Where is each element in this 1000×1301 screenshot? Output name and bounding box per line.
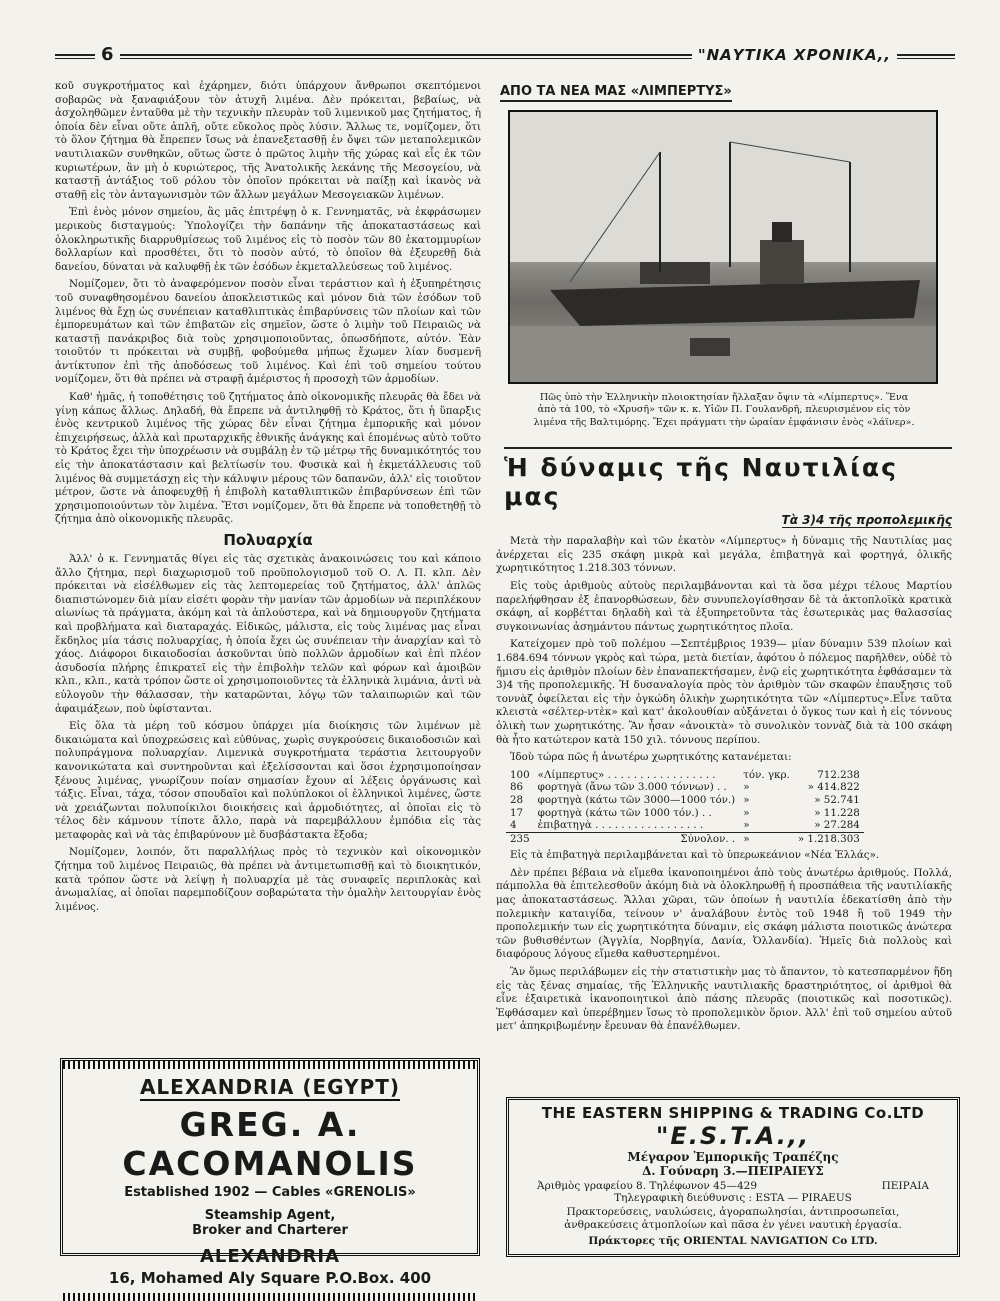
row-unit: » [743,832,750,845]
article-subtitle: Τὰ 3)4 τῆς προπολεμικῆς [781,513,952,528]
paragraph: Δὲν πρέπει βέβαια νὰ εἴμεθα ἱκανοποιημένοι ἀπὸ τοὺς ἀνωτέρω ἀριθμούς. Πολλά, πάμπολλα θὰ ἐπιτελεσθοῦν ἀκόμη διὰ νὰ ὁλοκληρωθῇ ἡ προσπάθεια τῆς ναυτιλίακῆς μας ἀποκαταστάσεως. Ἄλλαι χῶραι, τῶν ὁποίων ἡ ναυτιλία ἐδεκατίσθη ἀπὸ τὴν πολεμικὴν καταιγίδα, τείνουν ν' ἀναλάβουν ἐντὸς τοῦ 1948 ἢ τοῦ 1949 τὴν προπολεμικήν των εἰς χωρητικότητα δύναμιν, εἰς σκάφη μάλιστα ποιοτικῶς ἀνώτερα τῶν βυθισθέντων (Ἀγγλία, Νορβηγία, Δανία, Ὀλλανδία). Ἡμεῖς διὰ πολλοὺς καὶ διαφόρους λόγους εἴμεθα καθυστερημένοι. [496,866,952,961]
paragraph: Εἰς τοὺς ἀριθμοὺς αὐτοὺς περιλαμβάνονται καὶ τὰ ὅσα μέχρι τέλους Μαρτίου παρελήφθησαν ἐξ ἐπανορθώσεων, δὲν συνυπελογίσθησαν δὲ τὰ ἀκτοπλοϊκὰ κρατικὰ σκάφη, αἱ κορβέτται δηλαδὴ καὶ τὰ ἐξυπηρετοῦντα τὰς ἐσωτερικὰς μας θαλασσίας συγκοινωνίας ἀσημάντου πάντως χωρητικότητος πλοῖα. [496,580,952,633]
row-tons: » 1.218.303 [797,832,860,845]
row-count: 4 [510,819,517,832]
row-unit: » [743,781,750,794]
paragraph: Νομίζομεν, ὅτι τὸ ἀναφερόμενον ποσὸν εἶναι τεράστιον καὶ ἡ ἐξυπηρέτησις τοῦ συναφθησομένου δανείου ἀποκλειστικῶς καὶ μόνον διὰ τῶν ἐσόδων τοῦ λιμένος θὰ ἔχῃ ὡς συνέπειαν καταθλιπτικὰς ἐπιβαρύνσεις τῶν πλοίων καὶ τῶν ἐμπορευμάτων καὶ τῶν ἐπιβατῶν εἰς σημεῖον, ὥστε ὁ λιμὴν τοῦ Πειραιῶς νὰ καταστῇ πανάκριβος διὰ τοὺς χρησιμοποιοῦντας, ὁπωσδήποτε, αὐτόν. Ἐὰν τοιοῦτόν τι πρόκειται νὰ συμβῇ, φοβούμεθα μήπως ἔχωμεν λίαν δυσμενῆ ἀντίκτυπον ἐπὶ τῆς ἀποδόσεως τοῦ λιμένος. Καὶ ἐπὶ τοῦ σημείου τούτου νομίζομεν, ὅτι θὰ πρέπει νὰ στραφῇ ἀμέριστος ἡ προσοχὴ τῶν ἁρμοδίων. [55,278,481,386]
liberty-ship-illustration [510,112,936,382]
paragraph: Καθ' ἡμᾶς, ἡ τοποθέτησις τοῦ ζητήματος ἀπὸ οἰκονομικῆς πλευρᾶς θὰ ἔδει νὰ γίνῃ κάπως ἄλλως. Δηλαδή, θὰ ἔπρεπε νὰ ἀντιληφθῇ τὸ Κράτος, ὅτι ἡ ὕπαρξις ἑνὸς κεντρικοῦ λιμένος τῆς χώρας δὲν εἶναι ζήτημα ἐμπορικῆς καὶ μόνον ἐπιχειρήσεως, ἀλλὰ καὶ πρωταρχικῆς ἐθνικῆς ἀνάγκης καὶ ἑπομένως αὐτὸ τοῦτο τὸ Κράτος ἔχει τὴν ὑποχρέωσιν νὰ συμβάλῃ ἐν τῷ μέτρῳ τῆς δυναμικότητός του εἰς τὴν ἀποκατάστασιν καὶ βελτίωσίν του. Φυσικὰ καὶ ἡ ἐκμετάλλευσις τοῦ λιμένος θὰ συμμετάσχῃ εἰς τὴν κάλυψιν μέρους τῶν δαπανῶν, ἀλλ' εἰς τοιοῦτον μέτρον, ὥστε νὰ ἀποφευχθῇ ἡ ἐπιβολὴ καταθλιπτικῶν ἐπιβαρύνσεων ἐπὶ τῶν χρησιμοποιούντων τὸν λιμένα. Ἔτσι νομίζομεν, ὅτι θὰ ἔπρεπε νὰ τοποθετηθῇ τὸ ζήτημα ἀπὸ οἰκονομικῆς πλευρᾶς. [55,391,481,526]
row-count: 17 [510,806,524,819]
paragraph: Μετὰ τὴν παραλαβὴν καὶ τῶν ἑκατὸν «Λίμπερτυς» ἡ δύναμις τῆς Ναυτιλίας μας ἀνέρχεται εἰς 235 σκάφη μικρὰ καὶ μεγάλα, ἐπιβατηγὰ καὶ φορτηγά, ὁλικῆς χωρητικότητος 1.218.303 τόννων. [496,535,952,575]
row-unit: » [743,793,750,806]
border-ticks [63,1293,477,1301]
row-count: 86 [510,781,524,794]
article-subtitle-wrap [496,513,952,527]
publication-title: "ΝΑΥΤΙΚΑ ΧΡΟΝΙΚΑ,, [692,46,897,64]
page-number: 6 [95,44,120,65]
paragraph: κοῦ συγκροτήματος καὶ ἐχάρημεν, διότι ὑπάρχουν ἄνθρωποι σκεπτόμενοι σοβαρῶς νὰ ξαναφιάξουν τὸν ἀτυχῆ λιμένα. Δὲν πρόκειται, βεβαίως, νὰ ἀσχοληθῶμεν ἐνταῦθα μὲ τὴν τεχνικὴν πλευρὰν τοῦ λιμενικοῦ μας ζητήματος, ἡ ὁποία δὲν εἶναι οὔτε ἁπλῆ, οὔτε εὔκολος πρὸς λύσιν. Ἄλλως τε, νομίζομεν, ὅτι τὸ ὅλον ζήτημα θὰ ἔπρεπεν ἴσως νὰ ἐπανεξετασθῇ ἐν ὄψει τῶν μεταπολεμικῶν ναυτιλιακῶν συνθηκῶν, οὕτως ὥστε ὁ πρῶτος λιμὴν τῆς χώρας καὶ εἷς ἐκ τῶν κυριωτέρων, ἂν μὴ ὁ κυριώτερος, τῆς Ἀνατολικῆς λεκάνης τῆς Μεσογείου, νὰ καταστῇ ἀντάξιος τοῦ ρόλου τὸν ὁποῖον πρόκειται νὰ παίξῃ καὶ ἱκανὸς νὰ σταθῇ εἰς τὸν ἀνταγωνισμὸν τῶν ἄλλων μεγάλων Μεσογειακῶν λιμένων. [55,80,481,201]
table-row [506,781,864,794]
ad-company-name: GREG. A. CACOMANOLIS [122,1105,418,1183]
section-subheading: Πολυαρχία [223,531,313,549]
ad-phone: Ἀριθμὸς γραφείου 8. Τηλέφωνον 45—429 [537,1180,758,1192]
ad-telegraph: Τηλεγραφικὴ διεύθυνσις : ESTA — PIRAEUS [614,1192,852,1204]
row-unit: » [743,806,750,819]
table-row [506,794,864,807]
ad-company-name: THE EASTERN SHIPPING & TRADING Co.LTD [541,1104,925,1122]
ad-location: ALEXANDRIA (EGYPT) [139,1075,401,1099]
row-unit: τόν. γκρ. [743,768,790,781]
paragraph: Εἰς τὰ ἐπιβατηγὰ περιλαμβάνεται καὶ τὸ ὑπερωκεάνιον «Νέα Ἑλλάς». [510,849,880,862]
row-label: «Λίμπερτυς» . . . . . . . . . . . . . . . . . [537,768,716,781]
article-title: Ἡ δύναμις τῆς Ναυτιλίας μας [504,447,952,511]
paragraph: Νομίζομεν, λοιπόν, ὅτι παραλλήλως πρὸς τὸ τεχνικὸν καὶ οἰκονομικὸν ζήτημα τοῦ λιμένος Πειραιῶς, θὰ πρέπει νὰ ἀντιμετωπισθῇ καὶ τὸ διοικητικόν, κατὰ τρόπον ὥστε νὰ λείψῃ ἡ πολυαρχία μὲ τὰς συναφεῖς περιπλοκὰς καὶ ἀνωμαλίας, αἱ ὁποῖαι παρεμποδίζουν σοβαρώτατα τὴν ὁμαλὴν λειτουργίαν ἑνὸς λιμένος. [55,846,481,913]
paragraph: Κατείχομεν πρὸ τοῦ πολέμου —Σεπτέμβριος 1939— μίαν δύναμιν 539 πλοίων καὶ 1.684.694 τόννων γκρὸς καὶ τώρα, μετὰ διετίαν, ἀφότου ὁ πόλεμος παρῆλθεν, οὐδὲ τὸ ἥμισυ εἰς ἀριθμὸν πλοίων δὲν ἐπαναπεκτήσαμεν, ἐνῷ εἰς χωρητικότητα ἐφθάσαμεν τὰ 3)4 τῆς προπολεμικῆς. Ἡ δυσαναλογία πρὸς τὸν ἀριθμὸν τῶν σκαφῶν ἐπαυξησις τοῦ τοννὰζ ὀφείλεται εἰς τὴν ὀγκώδη ὁλικὴν χωρητικότητα τῶν «Λίμπερτυς».Εἶνε ταῦτα κλειστὰ «σέλτερ-ντὲκ» καὶ κατ' ἀκολουθίαν αὐξάνεται ὁ ὄγκος των καὶ ἡ εἰς τόννους ὁλικὴ των χωρητικότης. Ἂν ἦσαν «ἀνοικτὰ» τὸ συνολικὸν τοννὰζ διὰ τὰ 100 σκάφη θὰ ἦτο κατώτερον κατὰ 150 χιλ. τόννους περίπου. [496,638,952,746]
ad-service-2: Broker and Charterer [192,1223,348,1238]
row-label: φορτηγὰ (κάτω τῶν 3000—1000 τόν.) [537,793,736,806]
table-row-total [506,832,864,845]
ad-city: ALEXANDRIA [200,1246,340,1267]
paragraph: Ἂν ὅμως περιλάβωμεν εἰς τὴν στατιστικὴν μας τὸ ἄπαντον, τὸ κατεσπαρμένον ἤδη εἰς τὰς ξένας σημαίας, τῆς Ἑλληνικῆς ναυτιλιακῆς δραστηριότητος, οἱ ἀριθμοὶ θὰ εἶνε ἐξαιρετικὰ ἱκανοποιητικοὶ ἀπὸ πάσης πλευρᾶς (ποιοτικῶς καὶ ποσοτικῶς). Ἐφθάσαμεν καὶ ὑπερέβημεν ἴσως τὸ προπολεμικὸν ὅριον. Ἀλλ' ἐπὶ τοῦ σημείου αὐτοῦ μετ' ἀπηκριβωμένην ἔρευναν θὰ ἐπανέλθωμεν. [496,966,952,1033]
photo-heading: ΑΠΟ ΤΑ ΝΕΑ ΜΑΣ «ΛΙΜΠΕΡΤΥΣ» [500,84,732,102]
row-tons: » 27.284 [814,819,860,832]
paragraph: Εἰς ὅλα τὰ μέρη τοῦ κόσμου ὑπάρχει μία διοίκησις τῶν λιμένων μὲ δικαιώματα καὶ ὑποχρεώσεις καὶ εὐθύνας, χωρὶς συγκρούσεις δικαιοδοσιῶν καὶ πολυπράγμονα πολυαρχίαν. Λιμενικὰ συγκροτήματα τεράστια λειτουργοῦν κανονικώτατα καὶ συντηροῦνται καὶ ἐξελίσσονται καὶ ὅσοι ἐχρησιμοποίησαν ξένους λιμένας, γνωρίζουν ποίαν σημασίαν ἔχουν αἱ λέξεις ὀργάνωσις καὶ τάξις. Εἶναι, τάχα, τόσον σπουδαῖοι καὶ πολύπλοκοι οἱ ἑλληνικοὶ λιμένες, ὥστε νὰ χρειάζωνται πολυποίκιλοι διοικήσεις καὶ ἁρμοδιότητες, αἱ ὁποῖαι εἰς τὸ τέλος δὲν κάμνουν τίποτε ἄλλο, παρὰ νὰ παρεμβάλλουν ἐμπόδια εἰς τὰς μεταφορὰς καὶ νὰ τὰς ἐπιβαρύνουν μὲ δυσβάστακτα ἔξοδα; [55,720,481,841]
right-column [496,80,952,1038]
table-row [506,819,864,832]
paragraph: Ἰδοὺ τώρα πῶς ἡ ἀνωτέρω χωρητικότης κατανέμεται: [510,751,792,764]
row-tons: 712.238 [817,768,860,781]
row-count: 28 [510,793,524,806]
ad-city: ΠΕΙΡΑΙΑ [881,1180,929,1192]
row-label: Σύνολον. . [680,832,736,845]
ad-services: Πρακτορεύσεις, ναυλώσεις, ἀγοραπωλησίαι, ἀντιπροσωπεῖαι, ἀνθρακεύσεις ἀτμοπλοίων καὶ πᾶσα ἐν γένει ναυτικὴ ἐργασία. [564,1206,902,1231]
ad-phone-row [509,1180,957,1192]
ship-photo [508,110,938,384]
ad-building: Μέγαρον Ἐμπορικῆς Τραπέζης [627,1150,839,1164]
advertisement-esta [506,1097,960,1257]
table-row [506,807,864,820]
page-header [55,44,955,66]
row-label: φορτηγὰ (ἄνω τῶν 3.000 τόννων) . . [537,781,727,794]
ad-service-1: Steamship Agent, [204,1208,336,1223]
row-tons: » 52.741 [814,793,860,806]
paragraph: Ἀλλ' ὁ κ. Γεννηματᾶς θίγει εἰς τὰς σχετικὰς ἀνακοινώσεις του καὶ κάποιο ἄλλο ζήτημα, περὶ διαχωρισμοῦ τοῦ προϋπολογισμοῦ τοῦ Ο. Λ. Π. κλπ. Δὲν πρόκειται νὰ εἰσέλθωμεν εἰς τὰς λεπτομερείας τοῦ ζητήματος, ἀλλ' ἁπλῶς διαπιστώνομεν διὰ μίαν εἰσέτι φορὰν τὴν μανίαν τῶν ἁρμοδίων νὰ περιπλέκουν αἰωνίως τὰ πράγματα, ἀκόμη καὶ τὰ ἁπλούστερα, καὶ νὰ δημιουργοῦν ζητήματα καὶ προβλήματα καὶ διαταραχάς. Εἰδικῶς, μάλιστα, εἰς τοὺς λιμένας μας εἶναι ἔκδηλος μία τάσις πολυαρχίας, ἡ ὁποία ἔχει ὡς συνέπειαν τὴν ἀναρχίαν καὶ τὸ χάος. Διάφοροι δικαιοδοσίαι ἀσκοῦνται ὑπὸ πολλῶν ἁρμοδίων καὶ ἐπὶ πλέον ἀσυδοσία πλήρης ἐπικρατεῖ εἰς τὴν ἐπιβολὴν τελῶν καὶ φόρων καὶ ἀμοιβῶν κλπ., κλπ., κατὰ τρόπον ὥστε οἱ χρησιμοποιοῦντες τὰ ἑλληνικὰ λιμάνια, ἀντὶ νὰ εὐλογοῦν τὴν θάλασσαν, τὴν καταρῶνται, λόγῳ τῶν ταλαιπωριῶν καὶ τῶν ἀφαιμάξεων, ποὺ ὑφίστανται. [55,553,481,715]
ad-established: Established 1902 — Cables «GRENOLIS» [124,1185,416,1200]
paragraph: Ἐπὶ ἑνὸς μόνον σημείου, ἂς μᾶς ἐπιτρέψῃ ὁ κ. Γεννηματᾶς, νὰ ἐκφράσωμεν μερικοὺς δισταγμούς: Ὑπολογίζει τὴν δαπάνην τῆς ἀποκαταστάσεως καὶ ὁλοκληρωτικῆς διαρρυθμίσεως τοῦ λιμένος εἰς τὸ ποσὸν τῶν 80 ἑκατομμυρίων δολλαρίων καὶ προσθέτει, ὅτι τὸ ποσὸν αὐτό, τὸ ὁποῖον θὰ ἐξευρεθῇ διὰ δανείου, δύναται νὰ καλυφθῇ ἐκ τῶν ἐσόδων ἐκμεταλλεύσεως τοῦ λιμένος. [55,206,481,273]
row-count: 235 [510,832,530,845]
left-column [55,80,481,918]
ad-agents: Πράκτορες τῆς ORIENTAL NAVIGATION Co LTD. [588,1235,878,1247]
ad-abbrev: "E.S.T.A.,, [655,1122,811,1150]
row-tons: » 414.822 [807,781,860,794]
ad-street: Δ. Γούναρη 3.—ΠΕΙΡΑΙΕΥΣ [642,1164,824,1178]
row-count: 100 [510,768,530,781]
border-ticks [63,1061,477,1069]
row-label: φορτηγὰ (κάτω τῶν 1000 τόν.) . . [537,806,712,819]
table-row [506,769,864,782]
ad-address: 16, Mohamed Aly Square P.O.Box. 400 [108,1269,432,1287]
advertisement-cacomanolis [60,1058,480,1287]
photo-caption: Πῶς ὑπὸ τὴν Ἑλληνικὴν πλοιοκτησίαν ἤλλαξαν ὄψιν τὰ «Λίμπερτυς». Ἕνα ἀπὸ τὰ 100, τὸ «Χρυσῆ» τῶν κ. κ. Υἱῶν Π. Γουλανδρῆ, πλευρισμένον εἰς τὸν λιμένα τῆς Βαλτιμόρης. Ἔχει πράγματι τὴν ὡραίαν ἐμφάνισιν ἑνὸς «λάϊνερ». [533,392,915,428]
row-tons: » 11.228 [814,806,860,819]
row-label: ἐπιβατηγὰ . . . . . . . . . . . . . . . . . [537,819,704,832]
row-unit: » [743,819,750,832]
tonnage-table [506,769,864,846]
